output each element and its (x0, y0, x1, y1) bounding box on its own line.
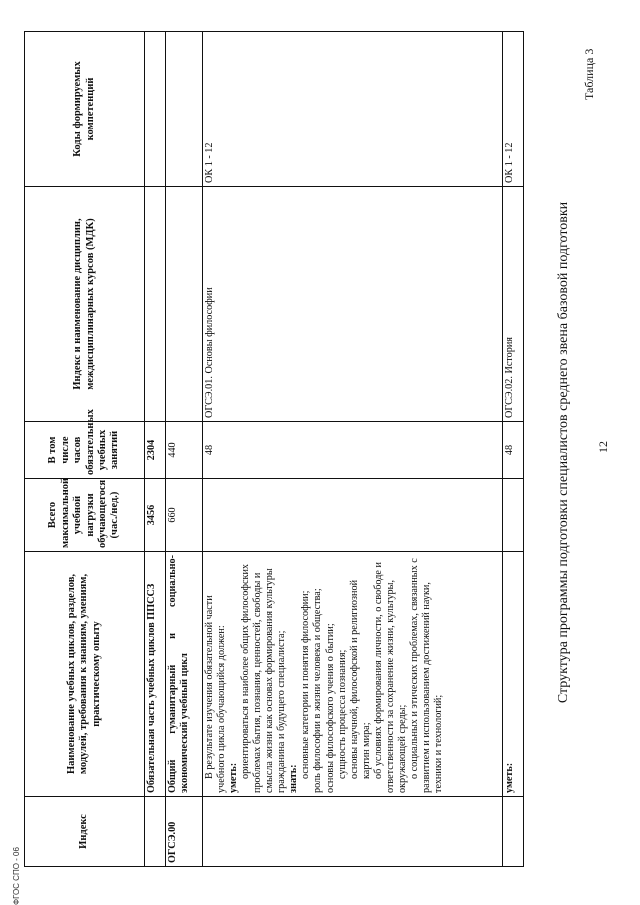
table-row-ogse (165, 32, 202, 867)
cell-history-req: 48 (503, 422, 524, 479)
structure-table (24, 31, 524, 867)
cell-history-umet-label: уметь: (503, 552, 524, 797)
cell-mandatory-name: Обязательная часть учебных циклов ППССЗ (145, 552, 166, 797)
cell-mandatory-competencies (145, 32, 166, 187)
philosophy-znat-label: знать: (288, 764, 300, 793)
header-competencies: Коды формируемых компетенций (25, 32, 145, 187)
table-row-philosophy (203, 32, 503, 867)
cell-philosophy-max (203, 479, 503, 552)
cell-philosophy-discipline: ОГСЭ.01. Основы философии (203, 187, 503, 422)
cell-mandatory-req: 2304 (145, 422, 166, 479)
philosophy-znat-item: основные категории и понятия философии; (300, 590, 312, 779)
cell-philosophy-competencies: ОК 1 - 12 (203, 32, 503, 187)
cell-ogse-max: 660 (165, 479, 202, 552)
philosophy-znat-item: о социальных и этических проблемах, связанных с развитием и использованием достижений науки, техники и технологий; (408, 558, 444, 793)
cell-philosophy-description (203, 552, 503, 797)
cell-mandatory-index (145, 797, 166, 867)
cell-history-max (503, 479, 524, 552)
table-label: Таблица 3 (582, 48, 596, 100)
cell-ogse-competencies (165, 32, 202, 187)
header-index: Индекс (25, 797, 145, 867)
cell-mandatory-discipline (145, 187, 166, 422)
philosophy-intro: В результате изучения обязательной части учебного цикла обучающийся должен: (204, 595, 228, 793)
cell-ogse-req: 440 (165, 422, 202, 479)
philosophy-znat-item: роль философии в жизни человека и общества; (312, 588, 324, 793)
cell-history-index (503, 797, 524, 867)
philosophy-umet-text: ориентироваться в наиболее общих философских проблемах бытия, познания, ценностей, свободы и смысла жизни как основах формирования культуры гражданина и будущего специалиста; (240, 563, 288, 793)
cell-ogse-discipline (165, 187, 202, 422)
cell-philosophy-req: 48 (203, 422, 503, 479)
footer-code: ФГОС СПО - 06 (12, 847, 21, 905)
ogse-name-word: и (166, 632, 178, 639)
header-discipline: Индекс и наименование дисциплин, междисциплинарных курсов (МДК) (25, 187, 145, 422)
table-header-row (25, 32, 145, 867)
cell-history-competencies: ОК 1 - 12 (503, 32, 524, 187)
cell-ogse-name (165, 552, 202, 797)
cell-philosophy-index (203, 797, 503, 867)
header-max-load: Всего максимальной учебной нагрузки обучающегося (час./нед.) (25, 479, 145, 552)
table-row-mandatory (145, 32, 166, 867)
page-number: 12 (596, 441, 610, 453)
cell-history-discipline: ОГСЭ.02. История (503, 187, 524, 422)
header-required-hours: В том числе часов обязательных учебных занятий (25, 422, 145, 479)
table-row-history (503, 32, 524, 867)
cell-mandatory-max: 3456 (145, 479, 166, 552)
cell-ogse-index: ОГСЭ.00 (165, 797, 202, 867)
philosophy-znat-item: об условиях формирования личности, о свободе и ответственности за сохранение жизни, культуры, окружающей среды; (372, 562, 408, 793)
ogse-name-line2: экономический учебный цикл (178, 653, 190, 793)
page-title: Структура программы подготовки специалистов среднего звена базовой подготовки (556, 201, 571, 704)
ogse-name-word: Общий (166, 759, 178, 793)
ogse-name-word: гуманитарный (166, 664, 178, 734)
philosophy-znat-item: основы научной, философской и религиозной картин мира; (348, 579, 372, 779)
philosophy-znat-item: сущность процесса познания; (336, 649, 348, 779)
ogse-name-line1 (167, 555, 179, 793)
philosophy-umet-label: уметь: (228, 762, 240, 793)
philosophy-znat-item: основы философского учения о бытии; (324, 623, 336, 793)
ogse-name-word: социально- (166, 555, 178, 608)
header-name: Наименование учебных циклов, разделов, модулей, требования к знаниям, умениям, практическому опыту (25, 552, 145, 797)
